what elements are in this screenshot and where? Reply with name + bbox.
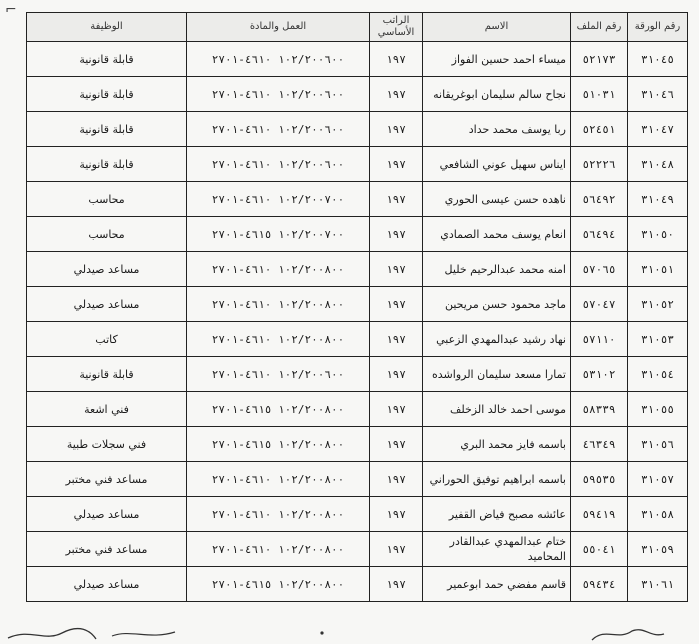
cell-serial: ٣١٠٥١ <box>628 252 688 287</box>
cell-name: موسى احمد خالد الزخلف <box>423 392 571 427</box>
cell-name: ربا يوسف محمد حداد <box>423 112 571 147</box>
cell-work: ١٠٢/٢٠٠٨٠٠ ٤٦١٠-٢٧٠١ <box>187 322 370 357</box>
cell-grade: ١٩٧ <box>370 357 423 392</box>
cell-grade: ١٩٧ <box>370 392 423 427</box>
cell-name: نجاح سالم سليمان ابوغريقانه <box>423 77 571 112</box>
cell-file: ٥٩٥٣٥ <box>571 462 628 497</box>
table-row <box>27 147 688 182</box>
cell-work: ١٠٢/٢٠٠٦٠٠ ٤٦١٠-٢٧٠١ <box>187 77 370 112</box>
cell-work: ١٠٢/٢٠٠٦٠٠ ٤٦١٠-٢٧٠١ <box>187 357 370 392</box>
signature-scribbles <box>0 624 699 644</box>
cell-grade: ١٩٧ <box>370 147 423 182</box>
cell-file: ٥٦٤٩٢ <box>571 182 628 217</box>
cell-grade: ١٩٧ <box>370 322 423 357</box>
cell-file: ٥٢٤٥١ <box>571 112 628 147</box>
table-row <box>27 42 688 77</box>
corner-mark: ⌐ <box>5 2 17 18</box>
table-row <box>27 182 688 217</box>
cell-name: ناهده حسن عيسى الحوري <box>423 182 571 217</box>
cell-serial: ٣١٠٥٢ <box>628 287 688 322</box>
cell-job: قابلة قانونية <box>27 357 187 392</box>
cell-serial: ٣١٠٤٨ <box>628 147 688 182</box>
cell-name: امنه محمد عبدالرحيم خليل <box>423 252 571 287</box>
header-name: الاسم <box>423 13 571 42</box>
cell-name: انعام يوسف محمد الصمادي <box>423 217 571 252</box>
cell-job: مساعد صيدلي <box>27 567 187 602</box>
cell-file: ٥٩٤٣٤ <box>571 567 628 602</box>
cell-name: باسمه فايز محمد البري <box>423 427 571 462</box>
cell-name: نهاد رشيد عبدالمهدي الزعبي <box>423 322 571 357</box>
cell-job: قابلة قانونية <box>27 42 187 77</box>
cell-grade: ١٩٧ <box>370 252 423 287</box>
cell-job: مساعد صيدلي <box>27 497 187 532</box>
cell-work: ١٠٢/٢٠٠٦٠٠ ٤٦١٠-٢٧٠١ <box>187 42 370 77</box>
cell-serial: ٣١٠٤٩ <box>628 182 688 217</box>
table-row <box>27 497 688 532</box>
cell-serial: ٣١٠٥٤ <box>628 357 688 392</box>
table-row <box>27 252 688 287</box>
cell-grade: ١٩٧ <box>370 462 423 497</box>
table-row <box>27 532 688 567</box>
cell-serial: ٣١٠٥٨ <box>628 497 688 532</box>
cell-name: تمارا مسعد سليمان الرواشده <box>423 357 571 392</box>
table-row <box>27 392 688 427</box>
table-row <box>27 357 688 392</box>
cell-file: ٥٢١٧٣ <box>571 42 628 77</box>
cell-work: ١٠٢/٢٠٠٨٠٠ ٤٦١٠-٢٧٠١ <box>187 287 370 322</box>
cell-name: باسمه ابراهيم توفيق الحوراني <box>423 462 571 497</box>
cell-file: ٥٢٢٢٦ <box>571 147 628 182</box>
table-row <box>27 322 688 357</box>
cell-file: ٥٧٠٦٥ <box>571 252 628 287</box>
cell-work: ١٠٢/٢٠٠٨٠٠ ٤٦١٠-٢٧٠١ <box>187 252 370 287</box>
cell-work: ١٠٢/٢٠٠٦٠٠ ٤٦١٠-٢٧٠١ <box>187 147 370 182</box>
cell-file: ٥٧٠٤٧ <box>571 287 628 322</box>
cell-job: فني سجلات طبية <box>27 427 187 462</box>
cell-grade: ١٩٧ <box>370 182 423 217</box>
cell-serial: ٣١٠٤٧ <box>628 112 688 147</box>
cell-file: ٥٩٤١٩ <box>571 497 628 532</box>
cell-name: ماجد محمود حسن مريحين <box>423 287 571 322</box>
cell-job: مساعد صيدلي <box>27 252 187 287</box>
cell-job: قابلة قانونية <box>27 147 187 182</box>
cell-name: ميساء احمد حسين الفواز <box>423 42 571 77</box>
header-grade: الراتب الأساسي <box>370 13 423 42</box>
cell-job: محاسب <box>27 217 187 252</box>
cell-job: قابلة قانونية <box>27 77 187 112</box>
table-row <box>27 77 688 112</box>
cell-grade: ١٩٧ <box>370 217 423 252</box>
cell-file: ٥٦٤٩٤ <box>571 217 628 252</box>
cell-serial: ٣١٠٥٩ <box>628 532 688 567</box>
table-row <box>27 217 688 252</box>
table-row <box>27 427 688 462</box>
header-work: العمل والمادة <box>187 13 370 42</box>
cell-job: فني اشعة <box>27 392 187 427</box>
cell-file: ٥٥٠٤١ <box>571 532 628 567</box>
cell-name: قاسم مفضي حمد ابوعمير <box>423 567 571 602</box>
table-body <box>27 42 688 602</box>
cell-name: ايناس سهيل عوني الشافعي <box>423 147 571 182</box>
cell-file: ٤٦٣٤٩ <box>571 427 628 462</box>
cell-serial: ٣١٠٤٦ <box>628 77 688 112</box>
cell-name: ختام عبدالمهدي عبدالقادر المحاميد <box>423 532 571 567</box>
cell-work: ١٠٢/٢٠٠٨٠٠ ٤٦١٥-٢٧٠١ <box>187 392 370 427</box>
header-job: الوظيفة <box>27 13 187 42</box>
cell-job: قابلة قانونية <box>27 112 187 147</box>
header-file: رقم الملف <box>571 13 628 42</box>
cell-file: ٥١٠٣١ <box>571 77 628 112</box>
cell-name: عائشه مصبح فياض القفير <box>423 497 571 532</box>
cell-serial: ٣١٠٥٦ <box>628 427 688 462</box>
cell-serial: ٣١٠٥٣ <box>628 322 688 357</box>
cell-work: ١٠٢/٢٠٠٨٠٠ ٤٦١٥-٢٧٠١ <box>187 427 370 462</box>
cell-job: مساعد صيدلي <box>27 287 187 322</box>
cell-grade: ١٩٧ <box>370 532 423 567</box>
table-row <box>27 462 688 497</box>
cell-file: ٥٨٣٣٩ <box>571 392 628 427</box>
cell-grade: ١٩٧ <box>370 287 423 322</box>
cell-grade: ١٩٧ <box>370 427 423 462</box>
cell-serial: ٣١٠٤٥ <box>628 42 688 77</box>
cell-serial: ٣١٠٥٧ <box>628 462 688 497</box>
table-row <box>27 287 688 322</box>
employee-table <box>26 12 688 602</box>
cell-work: ١٠٢/٢٠٠٨٠٠ ٤٦١٠-٢٧٠١ <box>187 532 370 567</box>
cell-serial: ٣١٠٥٠ <box>628 217 688 252</box>
cell-file: ٥٣١٠٢ <box>571 357 628 392</box>
table-row <box>27 567 688 602</box>
cell-grade: ١٩٧ <box>370 497 423 532</box>
cell-work: ١٠٢/٢٠٠٨٠٠ ٤٦١٠-٢٧٠١ <box>187 497 370 532</box>
cell-work: ١٠٢/٢٠٠٧٠٠ ٤٦١٠-٢٧٠١ <box>187 182 370 217</box>
cell-job: مساعد فني مختبر <box>27 462 187 497</box>
cell-work: ١٠٢/٢٠٠٨٠٠ ٤٦١٥-٢٧٠١ <box>187 567 370 602</box>
cell-grade: ١٩٧ <box>370 77 423 112</box>
table-row <box>27 112 688 147</box>
cell-grade: ١٩٧ <box>370 112 423 147</box>
cell-job: محاسب <box>27 182 187 217</box>
cell-job: مساعد فني مختبر <box>27 532 187 567</box>
cell-serial: ٣١٠٥٥ <box>628 392 688 427</box>
cell-grade: ١٩٧ <box>370 42 423 77</box>
cell-job: كاتب <box>27 322 187 357</box>
table-header-row <box>27 13 688 42</box>
cell-serial: ٣١٠٦١ <box>628 567 688 602</box>
header-serial: رقم الورقة <box>628 13 688 42</box>
cell-file: ٥٧١١٠ <box>571 322 628 357</box>
cell-work: ١٠٢/٢٠٠٧٠٠ ٤٦١٥-٢٧٠١ <box>187 217 370 252</box>
cell-work: ١٠٢/٢٠٠٨٠٠ ٤٦١٠-٢٧٠١ <box>187 462 370 497</box>
cell-grade: ١٩٧ <box>370 567 423 602</box>
cell-work: ١٠٢/٢٠٠٦٠٠ ٤٦١٠-٢٧٠١ <box>187 112 370 147</box>
